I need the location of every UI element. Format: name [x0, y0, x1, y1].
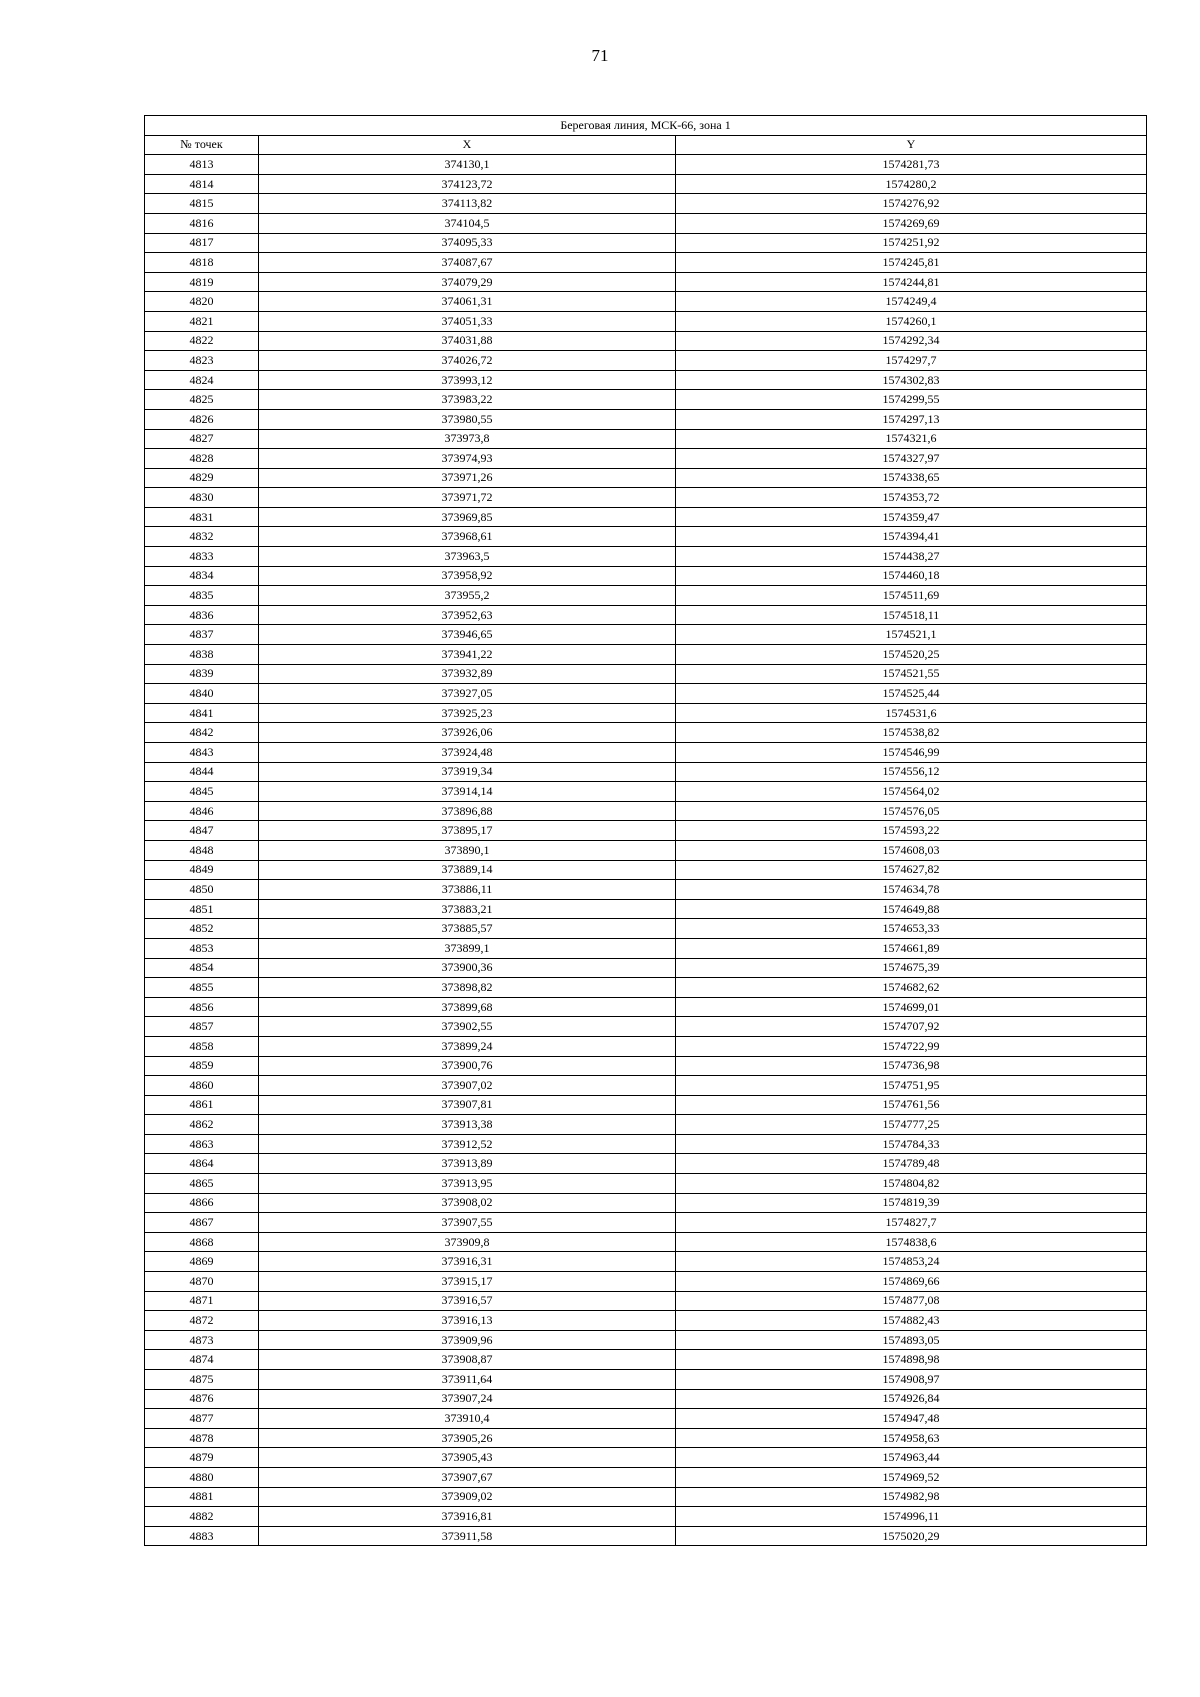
cell-point-number: 4883 [145, 1526, 259, 1546]
cell-point-number: 4833 [145, 547, 259, 567]
table-row [145, 1272, 1147, 1292]
table-row [145, 488, 1147, 508]
cell-y: 1574982,98 [676, 1487, 1147, 1507]
cell-point-number: 4826 [145, 409, 259, 429]
cell-point-number: 4858 [145, 1036, 259, 1056]
table-row [145, 1134, 1147, 1154]
cell-point-number: 4865 [145, 1174, 259, 1194]
table-row [145, 1193, 1147, 1213]
table-row [145, 1507, 1147, 1527]
cell-point-number: 4876 [145, 1389, 259, 1409]
cell-point-number: 4823 [145, 351, 259, 371]
cell-point-number: 4825 [145, 390, 259, 410]
cell-point-number: 4834 [145, 566, 259, 586]
table-row [145, 880, 1147, 900]
cell-x: 373993,12 [259, 370, 676, 390]
table-row [145, 1467, 1147, 1487]
cell-x: 373909,02 [259, 1487, 676, 1507]
table-row [145, 1056, 1147, 1076]
table-row [145, 507, 1147, 527]
cell-point-number: 4874 [145, 1350, 259, 1370]
cell-y: 1574251,92 [676, 233, 1147, 253]
cell-x: 373927,05 [259, 684, 676, 704]
table-row [145, 821, 1147, 841]
cell-point-number: 4852 [145, 919, 259, 939]
cell-x: 373911,64 [259, 1370, 676, 1390]
cell-y: 1574699,01 [676, 997, 1147, 1017]
cell-y: 1574634,78 [676, 880, 1147, 900]
cell-point-number: 4855 [145, 978, 259, 998]
cell-y: 1574359,47 [676, 507, 1147, 527]
cell-point-number: 4877 [145, 1409, 259, 1429]
cell-point-number: 4853 [145, 938, 259, 958]
cell-x: 373890,1 [259, 840, 676, 860]
table-row [145, 547, 1147, 567]
cell-y: 1574751,95 [676, 1076, 1147, 1096]
cell-x: 373973,8 [259, 429, 676, 449]
table-header-row [145, 135, 1147, 155]
cell-x: 373955,2 [259, 586, 676, 606]
cell-point-number: 4845 [145, 782, 259, 802]
table-row [145, 938, 1147, 958]
cell-point-number: 4839 [145, 664, 259, 684]
cell-y: 1574593,22 [676, 821, 1147, 841]
cell-x: 373908,02 [259, 1193, 676, 1213]
cell-y: 1574518,11 [676, 605, 1147, 625]
table-row [145, 213, 1147, 233]
cell-x: 373926,06 [259, 723, 676, 743]
cell-y: 1574653,33 [676, 919, 1147, 939]
cell-point-number: 4832 [145, 527, 259, 547]
cell-point-number: 4816 [145, 213, 259, 233]
cell-y: 1574789,48 [676, 1154, 1147, 1174]
cell-y: 1574394,41 [676, 527, 1147, 547]
header-y: Y [676, 135, 1147, 155]
cell-point-number: 4849 [145, 860, 259, 880]
cell-x: 373886,11 [259, 880, 676, 900]
cell-x: 374095,33 [259, 233, 676, 253]
table-row [145, 997, 1147, 1017]
table-body [145, 155, 1147, 1546]
table-row [145, 782, 1147, 802]
cell-point-number: 4813 [145, 155, 259, 175]
cell-x: 374079,29 [259, 272, 676, 292]
cell-x: 373907,67 [259, 1467, 676, 1487]
cell-y: 1574521,1 [676, 625, 1147, 645]
cell-y: 1574327,97 [676, 449, 1147, 469]
cell-point-number: 4844 [145, 762, 259, 782]
cell-y: 1574969,52 [676, 1467, 1147, 1487]
cell-x: 374104,5 [259, 213, 676, 233]
cell-point-number: 4836 [145, 605, 259, 625]
cell-x: 373946,65 [259, 625, 676, 645]
cell-y: 1574996,11 [676, 1507, 1147, 1527]
cell-x: 373911,58 [259, 1526, 676, 1546]
cell-point-number: 4822 [145, 331, 259, 351]
table-row [145, 1428, 1147, 1448]
cell-y: 1574260,1 [676, 311, 1147, 331]
cell-x: 374123,72 [259, 174, 676, 194]
table-row [145, 801, 1147, 821]
table-row [145, 1095, 1147, 1115]
cell-x: 373958,92 [259, 566, 676, 586]
cell-point-number: 4841 [145, 703, 259, 723]
cell-point-number: 4861 [145, 1095, 259, 1115]
cell-y: 1574869,66 [676, 1272, 1147, 1292]
cell-point-number: 4881 [145, 1487, 259, 1507]
cell-y: 1574353,72 [676, 488, 1147, 508]
table-row [145, 586, 1147, 606]
cell-y: 1574460,18 [676, 566, 1147, 586]
cell-y: 1574292,34 [676, 331, 1147, 351]
table-row [145, 272, 1147, 292]
cell-point-number: 4838 [145, 645, 259, 665]
cell-y: 1574804,82 [676, 1174, 1147, 1194]
cell-y: 1574556,12 [676, 762, 1147, 782]
cell-x: 373919,34 [259, 762, 676, 782]
cell-x: 373913,38 [259, 1115, 676, 1135]
table-row [145, 1076, 1147, 1096]
cell-point-number: 4821 [145, 311, 259, 331]
cell-point-number: 4862 [145, 1115, 259, 1135]
cell-y: 1574297,13 [676, 409, 1147, 429]
cell-y: 1574722,99 [676, 1036, 1147, 1056]
table-row [145, 762, 1147, 782]
cell-y: 1574269,69 [676, 213, 1147, 233]
cell-y: 1574608,03 [676, 840, 1147, 860]
table-row [145, 703, 1147, 723]
table-row [145, 1311, 1147, 1331]
cell-point-number: 4847 [145, 821, 259, 841]
table-row [145, 1154, 1147, 1174]
table-row [145, 1017, 1147, 1037]
cell-x: 373896,88 [259, 801, 676, 821]
cell-y: 1574297,7 [676, 351, 1147, 371]
cell-y: 1574299,55 [676, 390, 1147, 410]
cell-y: 1574520,25 [676, 645, 1147, 665]
cell-point-number: 4867 [145, 1213, 259, 1233]
table-row [145, 1174, 1147, 1194]
cell-x: 373899,68 [259, 997, 676, 1017]
cell-y: 1574576,05 [676, 801, 1147, 821]
table-row [145, 1036, 1147, 1056]
table-row [145, 1330, 1147, 1350]
cell-x: 373889,14 [259, 860, 676, 880]
cell-point-number: 4869 [145, 1252, 259, 1272]
cell-point-number: 4848 [145, 840, 259, 860]
cell-x: 373971,26 [259, 468, 676, 488]
table-row [145, 664, 1147, 684]
coordinates-table [144, 115, 1147, 1546]
table-row [145, 155, 1147, 175]
cell-x: 373963,5 [259, 547, 676, 567]
cell-x: 373971,72 [259, 488, 676, 508]
cell-x: 374087,67 [259, 253, 676, 273]
cell-point-number: 4835 [145, 586, 259, 606]
table-row [145, 370, 1147, 390]
cell-x: 374026,72 [259, 351, 676, 371]
table-row [145, 1448, 1147, 1468]
cell-point-number: 4846 [145, 801, 259, 821]
cell-point-number: 4859 [145, 1056, 259, 1076]
cell-y: 1574511,69 [676, 586, 1147, 606]
table-row [145, 723, 1147, 743]
table-row [145, 194, 1147, 214]
cell-point-number: 4837 [145, 625, 259, 645]
table-row [145, 1409, 1147, 1429]
cell-x: 374031,88 [259, 331, 676, 351]
table-row [145, 1115, 1147, 1135]
table-title-row [145, 116, 1147, 136]
cell-y: 1574538,82 [676, 723, 1147, 743]
table-row [145, 311, 1147, 331]
table-row [145, 429, 1147, 449]
cell-y: 1574438,27 [676, 547, 1147, 567]
cell-x: 373925,23 [259, 703, 676, 723]
cell-y: 1574244,81 [676, 272, 1147, 292]
table-row [145, 351, 1147, 371]
cell-x: 373899,24 [259, 1036, 676, 1056]
cell-x: 373905,26 [259, 1428, 676, 1448]
cell-x: 373912,52 [259, 1134, 676, 1154]
cell-point-number: 4828 [145, 449, 259, 469]
cell-point-number: 4854 [145, 958, 259, 978]
cell-point-number: 4843 [145, 743, 259, 763]
cell-x: 373941,22 [259, 645, 676, 665]
cell-point-number: 4831 [145, 507, 259, 527]
cell-y: 1574926,84 [676, 1389, 1147, 1409]
cell-y: 1574531,6 [676, 703, 1147, 723]
table-row [145, 1252, 1147, 1272]
cell-x: 374130,1 [259, 155, 676, 175]
cell-y: 1574827,7 [676, 1213, 1147, 1233]
cell-point-number: 4872 [145, 1311, 259, 1331]
cell-x: 373913,89 [259, 1154, 676, 1174]
header-point-number: № точек [145, 135, 259, 155]
table-row [145, 978, 1147, 998]
cell-point-number: 4873 [145, 1330, 259, 1350]
cell-point-number: 4830 [145, 488, 259, 508]
cell-x: 373898,82 [259, 978, 676, 998]
table-row [145, 1389, 1147, 1409]
table-row [145, 253, 1147, 273]
cell-y: 1574675,39 [676, 958, 1147, 978]
cell-x: 373883,21 [259, 899, 676, 919]
cell-y: 1574546,99 [676, 743, 1147, 763]
table-row [145, 605, 1147, 625]
cell-x: 373913,95 [259, 1174, 676, 1194]
table-row [145, 1232, 1147, 1252]
table-row [145, 860, 1147, 880]
cell-x: 373916,81 [259, 1507, 676, 1527]
table-row [145, 899, 1147, 919]
table-row [145, 174, 1147, 194]
cell-point-number: 4840 [145, 684, 259, 704]
cell-point-number: 4850 [145, 880, 259, 900]
cell-x: 373895,17 [259, 821, 676, 841]
cell-x: 373916,13 [259, 1311, 676, 1331]
cell-y: 1575020,29 [676, 1526, 1147, 1546]
cell-y: 1574761,56 [676, 1095, 1147, 1115]
cell-point-number: 4824 [145, 370, 259, 390]
table-row [145, 743, 1147, 763]
cell-point-number: 4851 [145, 899, 259, 919]
cell-x: 373924,48 [259, 743, 676, 763]
cell-y: 1574280,2 [676, 174, 1147, 194]
cell-point-number: 4864 [145, 1154, 259, 1174]
cell-x: 373916,57 [259, 1291, 676, 1311]
table-row [145, 527, 1147, 547]
cell-x: 373983,22 [259, 390, 676, 410]
table-row [145, 684, 1147, 704]
cell-y: 1574302,83 [676, 370, 1147, 390]
cell-y: 1574819,39 [676, 1193, 1147, 1213]
cell-x: 374061,31 [259, 292, 676, 312]
cell-point-number: 4815 [145, 194, 259, 214]
cell-point-number: 4879 [145, 1448, 259, 1468]
table-row [145, 292, 1147, 312]
table-row [145, 1370, 1147, 1390]
table-row [145, 1526, 1147, 1546]
cell-point-number: 4827 [145, 429, 259, 449]
page-number: 71 [591, 46, 609, 65]
cell-y: 1574893,05 [676, 1330, 1147, 1350]
cell-x: 373885,57 [259, 919, 676, 939]
header-x: X [259, 135, 676, 155]
table-row [145, 390, 1147, 410]
cell-point-number: 4860 [145, 1076, 259, 1096]
cell-point-number: 4871 [145, 1291, 259, 1311]
cell-point-number: 4875 [145, 1370, 259, 1390]
cell-point-number: 4820 [145, 292, 259, 312]
cell-x: 373952,63 [259, 605, 676, 625]
table-row [145, 233, 1147, 253]
table-row [145, 1487, 1147, 1507]
cell-y: 1574777,25 [676, 1115, 1147, 1135]
cell-point-number: 4814 [145, 174, 259, 194]
cell-x: 373900,76 [259, 1056, 676, 1076]
cell-y: 1574661,89 [676, 938, 1147, 958]
cell-x: 373969,85 [259, 507, 676, 527]
cell-x: 373909,8 [259, 1232, 676, 1252]
table-row [145, 625, 1147, 645]
cell-y: 1574853,24 [676, 1252, 1147, 1272]
cell-y: 1574838,6 [676, 1232, 1147, 1252]
cell-point-number: 4819 [145, 272, 259, 292]
table-row [145, 1291, 1147, 1311]
cell-x: 373902,55 [259, 1017, 676, 1037]
cell-x: 373900,36 [259, 958, 676, 978]
cell-x: 374113,82 [259, 194, 676, 214]
cell-y: 1574908,97 [676, 1370, 1147, 1390]
table-row [145, 1350, 1147, 1370]
cell-x: 373915,17 [259, 1272, 676, 1292]
table-row [145, 840, 1147, 860]
cell-x: 373914,14 [259, 782, 676, 802]
cell-y: 1574249,4 [676, 292, 1147, 312]
cell-x: 373910,4 [259, 1409, 676, 1429]
table-row [145, 409, 1147, 429]
cell-y: 1574958,63 [676, 1428, 1147, 1448]
cell-y: 1574736,98 [676, 1056, 1147, 1076]
cell-point-number: 4878 [145, 1428, 259, 1448]
cell-point-number: 4866 [145, 1193, 259, 1213]
cell-y: 1574276,92 [676, 194, 1147, 214]
table-title: Береговая линия, МСК-66, зона 1 [145, 116, 1147, 136]
cell-x: 373907,02 [259, 1076, 676, 1096]
cell-y: 1574321,6 [676, 429, 1147, 449]
cell-point-number: 4856 [145, 997, 259, 1017]
cell-x: 373974,93 [259, 449, 676, 469]
cell-point-number: 4882 [145, 1507, 259, 1527]
cell-x: 373916,31 [259, 1252, 676, 1272]
table-row [145, 645, 1147, 665]
cell-y: 1574338,65 [676, 468, 1147, 488]
cell-y: 1574707,92 [676, 1017, 1147, 1037]
table-row [145, 468, 1147, 488]
cell-y: 1574649,88 [676, 899, 1147, 919]
cell-point-number: 4829 [145, 468, 259, 488]
cell-x: 373968,61 [259, 527, 676, 547]
cell-x: 373909,96 [259, 1330, 676, 1350]
cell-x: 373907,81 [259, 1095, 676, 1115]
cell-y: 1574682,62 [676, 978, 1147, 998]
cell-x: 373908,87 [259, 1350, 676, 1370]
cell-point-number: 4870 [145, 1272, 259, 1292]
cell-y: 1574525,44 [676, 684, 1147, 704]
cell-y: 1574521,55 [676, 664, 1147, 684]
cell-point-number: 4880 [145, 1467, 259, 1487]
cell-x: 373907,55 [259, 1213, 676, 1233]
cell-x: 373980,55 [259, 409, 676, 429]
cell-point-number: 4842 [145, 723, 259, 743]
cell-y: 1574877,08 [676, 1291, 1147, 1311]
cell-y: 1574627,82 [676, 860, 1147, 880]
table-row [145, 331, 1147, 351]
cell-point-number: 4863 [145, 1134, 259, 1154]
cell-point-number: 4857 [145, 1017, 259, 1037]
cell-x: 373905,43 [259, 1448, 676, 1468]
cell-x: 374051,33 [259, 311, 676, 331]
table-row [145, 958, 1147, 978]
cell-y: 1574784,33 [676, 1134, 1147, 1154]
table-row [145, 919, 1147, 939]
cell-point-number: 4817 [145, 233, 259, 253]
cell-x: 373932,89 [259, 664, 676, 684]
table-row [145, 1213, 1147, 1233]
cell-y: 1574947,48 [676, 1409, 1147, 1429]
cell-y: 1574281,73 [676, 155, 1147, 175]
cell-y: 1574564,02 [676, 782, 1147, 802]
cell-x: 373899,1 [259, 938, 676, 958]
cell-y: 1574898,98 [676, 1350, 1147, 1370]
cell-point-number: 4868 [145, 1232, 259, 1252]
cell-x: 373907,24 [259, 1389, 676, 1409]
cell-point-number: 4818 [145, 253, 259, 273]
cell-y: 1574245,81 [676, 253, 1147, 273]
cell-y: 1574963,44 [676, 1448, 1147, 1468]
cell-y: 1574882,43 [676, 1311, 1147, 1331]
table-row [145, 566, 1147, 586]
table-row [145, 449, 1147, 469]
